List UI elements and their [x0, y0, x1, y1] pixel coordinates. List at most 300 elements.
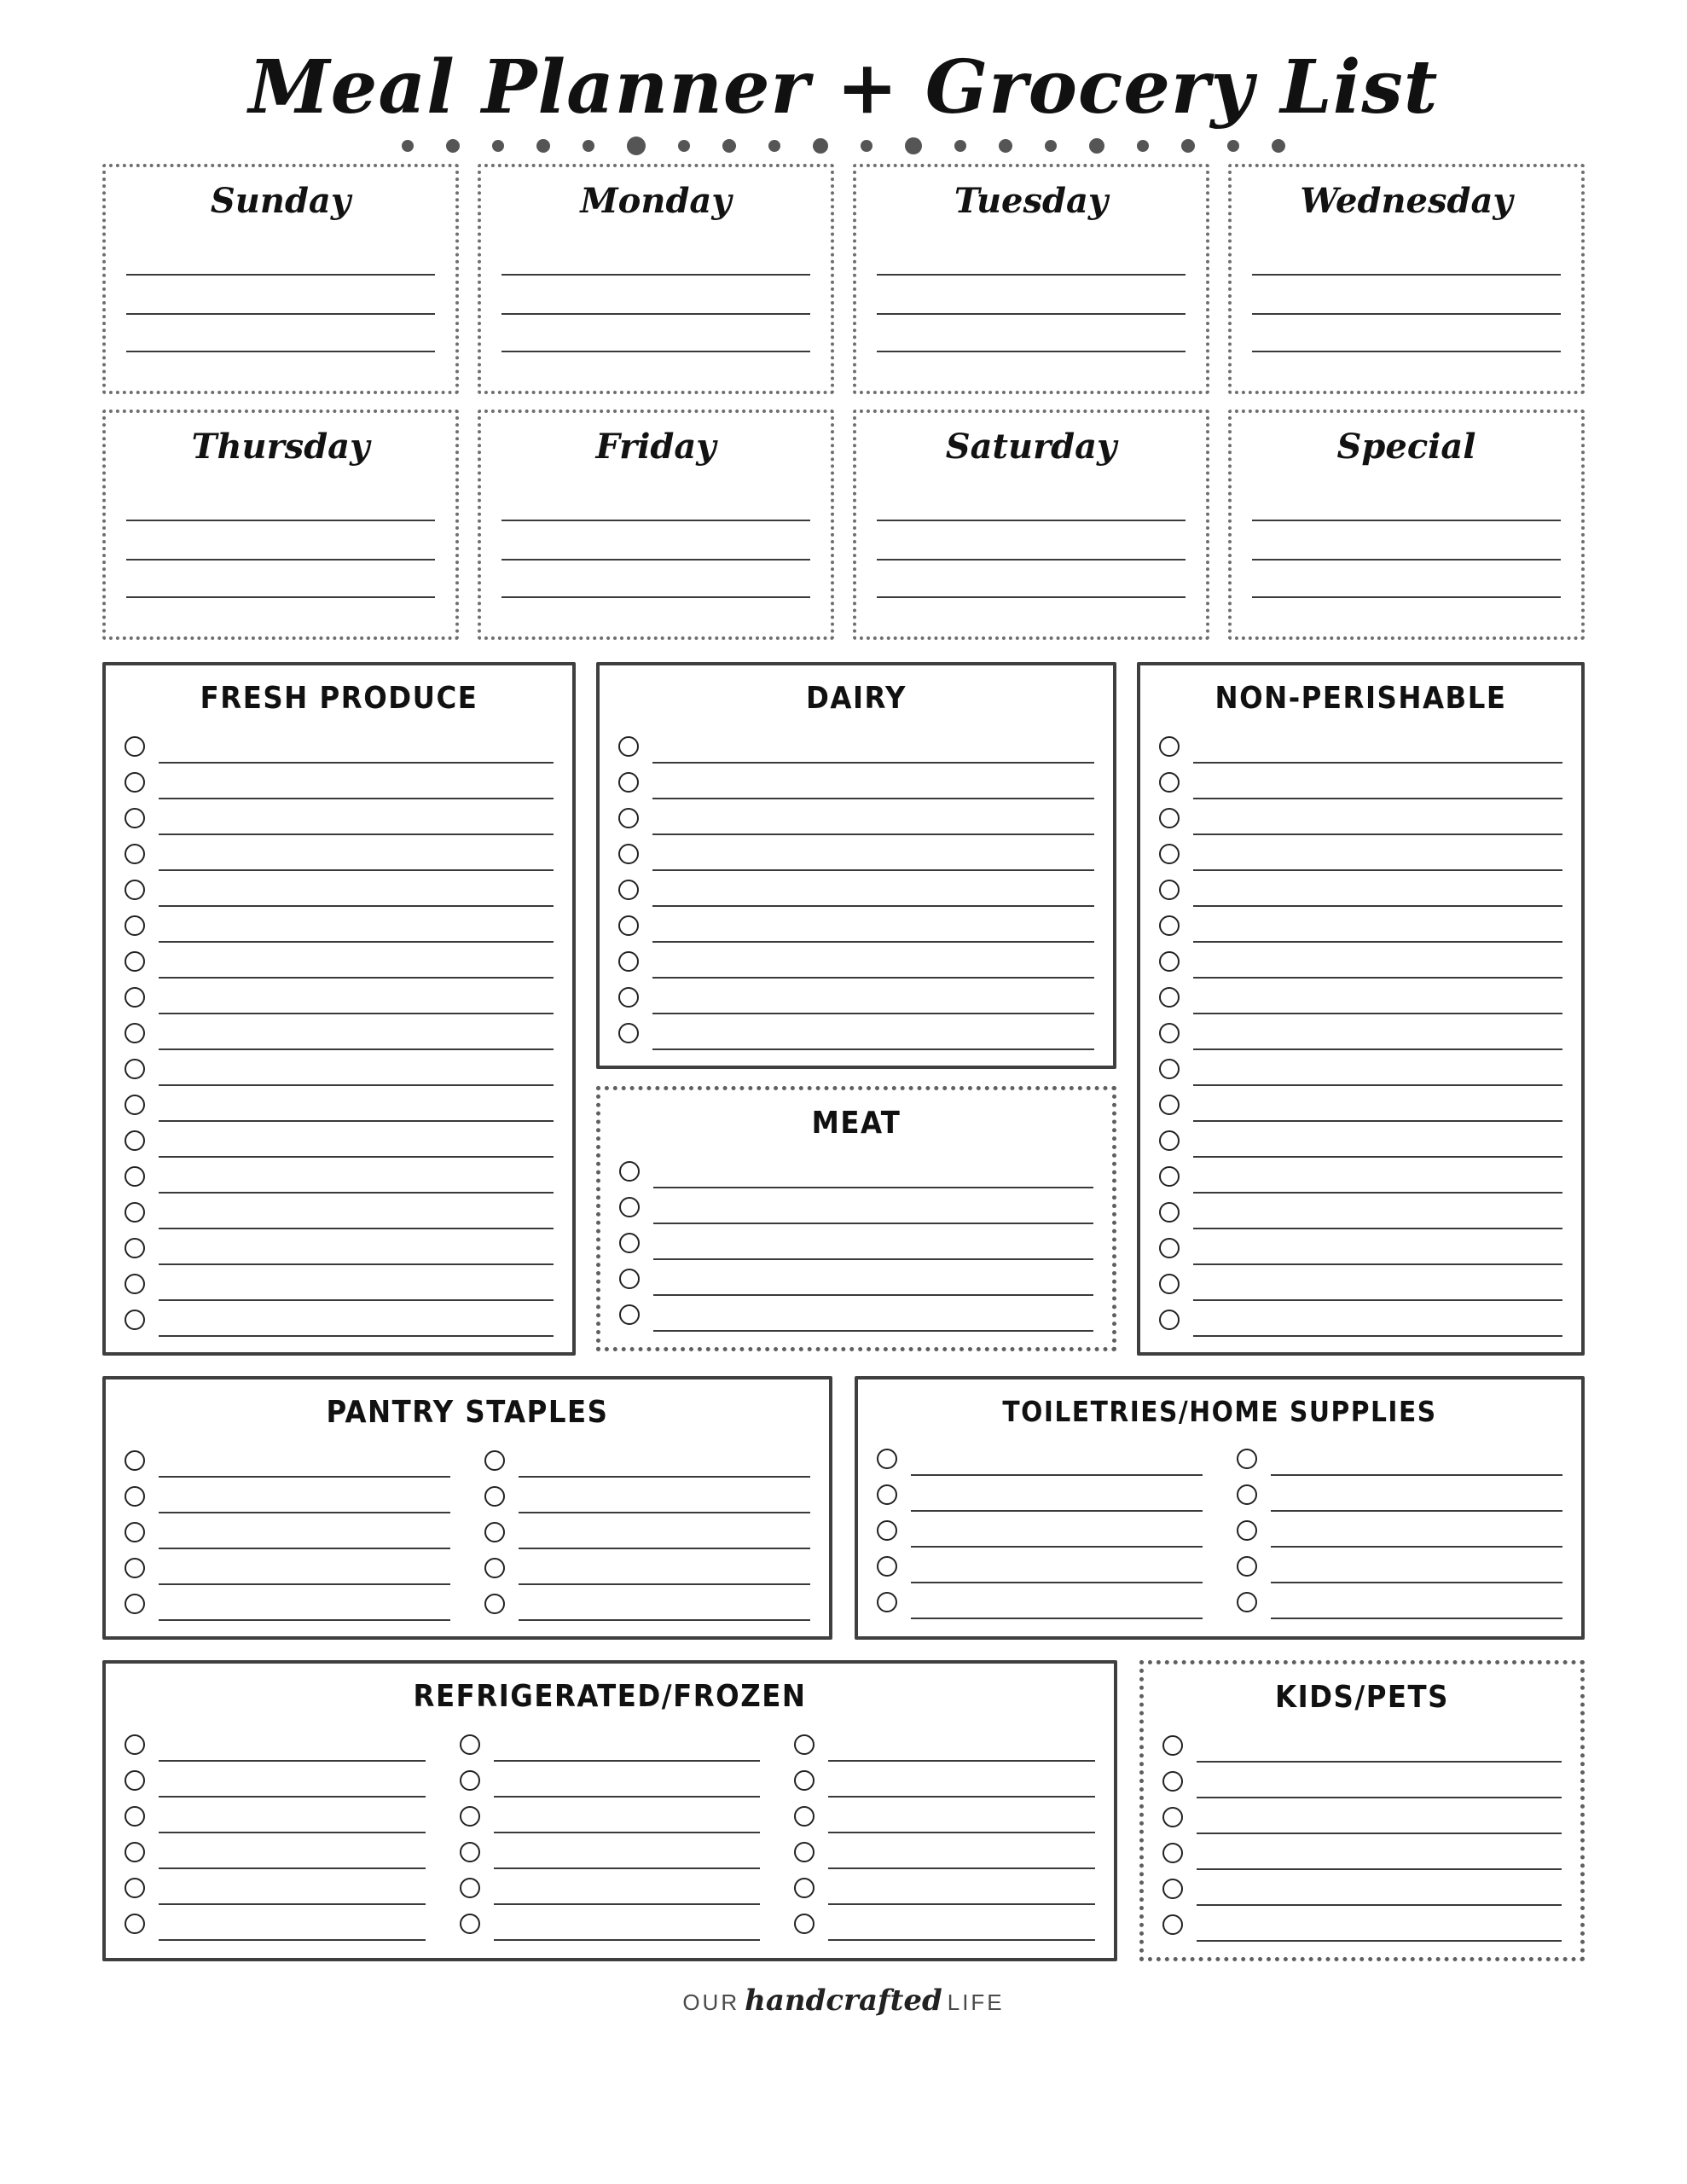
checklist-row[interactable] — [1159, 1014, 1562, 1050]
checklist-row[interactable] — [125, 907, 554, 943]
checklist-row[interactable] — [794, 1869, 1095, 1905]
write-line[interactable] — [159, 772, 554, 799]
checklist-row[interactable] — [877, 1440, 1203, 1476]
write-line[interactable] — [159, 1806, 426, 1833]
checkbox-circle-icon[interactable] — [484, 1522, 505, 1542]
checklist-row[interactable] — [1159, 1265, 1562, 1301]
checkbox-circle-icon[interactable] — [618, 987, 639, 1008]
checkbox-circle-icon[interactable] — [125, 1450, 145, 1471]
checkbox-circle-icon[interactable] — [1237, 1592, 1257, 1612]
checkbox-circle-icon[interactable] — [618, 844, 639, 864]
checkbox-circle-icon[interactable] — [125, 915, 145, 936]
checklist-row[interactable] — [125, 1905, 426, 1941]
write-line[interactable] — [519, 1522, 810, 1549]
write-line[interactable] — [159, 915, 554, 943]
write-line[interactable] — [1193, 987, 1562, 1014]
write-line[interactable] — [1197, 1843, 1562, 1870]
checklist-row[interactable] — [1159, 1229, 1562, 1265]
write-line[interactable] — [519, 1450, 810, 1478]
checklist-row[interactable] — [1159, 1050, 1562, 1086]
write-line[interactable] — [652, 808, 1094, 835]
checklist-row[interactable] — [125, 979, 554, 1014]
checklist-row[interactable] — [125, 1833, 426, 1869]
write-line[interactable] — [1193, 736, 1562, 764]
checklist-row[interactable] — [877, 1548, 1203, 1583]
day-write-line[interactable] — [877, 236, 1186, 276]
checklist-row[interactable] — [618, 835, 1094, 871]
checkbox-circle-icon[interactable] — [1159, 915, 1180, 936]
checkbox-circle-icon[interactable] — [125, 1734, 145, 1755]
checklist-row[interactable] — [460, 1833, 761, 1869]
checkbox-circle-icon[interactable] — [125, 1558, 145, 1578]
write-line[interactable] — [1193, 1310, 1562, 1337]
day-card[interactable] — [478, 164, 834, 394]
checkbox-circle-icon[interactable] — [1159, 951, 1180, 972]
checklist-row[interactable] — [125, 1549, 450, 1585]
checklist-row[interactable] — [1162, 1763, 1562, 1798]
write-line[interactable] — [159, 1594, 450, 1621]
checklist-row[interactable] — [794, 1726, 1095, 1762]
checklist-row[interactable] — [1159, 1158, 1562, 1194]
checklist-row[interactable] — [794, 1833, 1095, 1869]
write-line[interactable] — [519, 1558, 810, 1585]
checklist-row[interactable] — [125, 1122, 554, 1158]
checkbox-circle-icon[interactable] — [1159, 987, 1180, 1008]
checkbox-circle-icon[interactable] — [460, 1734, 480, 1755]
day-write-line[interactable] — [126, 482, 435, 521]
checklist-row[interactable] — [1159, 907, 1562, 943]
checkbox-circle-icon[interactable] — [460, 1914, 480, 1934]
checklist-row[interactable] — [619, 1153, 1093, 1188]
checkbox-circle-icon[interactable] — [125, 1166, 145, 1187]
checklist-row[interactable] — [1237, 1476, 1562, 1512]
write-line[interactable] — [1193, 1130, 1562, 1158]
checklist-row[interactable] — [125, 728, 554, 764]
write-line[interactable] — [1193, 1202, 1562, 1229]
day-write-line[interactable] — [1252, 236, 1561, 276]
checklist-row[interactable] — [460, 1762, 761, 1798]
checkbox-circle-icon[interactable] — [1159, 1274, 1180, 1294]
checklist-row[interactable] — [1237, 1440, 1562, 1476]
write-line[interactable] — [652, 987, 1094, 1014]
checkbox-circle-icon[interactable] — [1159, 1238, 1180, 1258]
write-line[interactable] — [652, 951, 1094, 979]
write-line[interactable] — [1193, 1059, 1562, 1086]
write-line[interactable] — [494, 1842, 761, 1869]
write-line[interactable] — [1193, 808, 1562, 835]
checklist-row[interactable] — [484, 1513, 810, 1549]
checkbox-circle-icon[interactable] — [1162, 1914, 1183, 1935]
checkbox-circle-icon[interactable] — [794, 1806, 815, 1827]
write-line[interactable] — [653, 1233, 1093, 1260]
write-line[interactable] — [1271, 1449, 1562, 1476]
checkbox-circle-icon[interactable] — [125, 951, 145, 972]
checklist-row[interactable] — [1159, 1086, 1562, 1122]
day-card[interactable] — [102, 164, 459, 394]
day-write-line[interactable] — [877, 482, 1186, 521]
write-line[interactable] — [159, 1522, 450, 1549]
write-line[interactable] — [1193, 1023, 1562, 1050]
write-line[interactable] — [159, 1878, 426, 1905]
checklist-row[interactable] — [619, 1188, 1093, 1224]
checklist-row[interactable] — [460, 1869, 761, 1905]
checklist-row[interactable] — [618, 728, 1094, 764]
day-write-line[interactable] — [126, 236, 435, 276]
write-line[interactable] — [1197, 1807, 1562, 1834]
write-line[interactable] — [828, 1770, 1095, 1798]
write-line[interactable] — [159, 1914, 426, 1941]
checkbox-circle-icon[interactable] — [618, 915, 639, 936]
checklist-row[interactable] — [484, 1442, 810, 1478]
checklist-row[interactable] — [125, 1478, 450, 1513]
write-line[interactable] — [1271, 1556, 1562, 1583]
checkbox-circle-icon[interactable] — [484, 1558, 505, 1578]
write-line[interactable] — [1193, 1238, 1562, 1265]
checkbox-circle-icon[interactable] — [877, 1592, 897, 1612]
write-line[interactable] — [494, 1770, 761, 1798]
write-line[interactable] — [1271, 1484, 1562, 1512]
write-line[interactable] — [653, 1269, 1093, 1296]
checklist-row[interactable] — [125, 835, 554, 871]
checklist-row[interactable] — [125, 1798, 426, 1833]
day-write-line[interactable] — [501, 482, 810, 521]
day-card[interactable] — [102, 410, 459, 640]
checkbox-circle-icon[interactable] — [794, 1914, 815, 1934]
write-line[interactable] — [911, 1484, 1203, 1512]
checklist-row[interactable] — [125, 1513, 450, 1549]
checklist-row[interactable] — [1162, 1834, 1562, 1870]
checklist-row[interactable] — [618, 799, 1094, 835]
checkbox-circle-icon[interactable] — [618, 880, 639, 900]
write-line[interactable] — [911, 1520, 1203, 1548]
checkbox-circle-icon[interactable] — [125, 1806, 145, 1827]
write-line[interactable] — [1197, 1735, 1562, 1763]
checklist-row[interactable] — [460, 1726, 761, 1762]
checkbox-circle-icon[interactable] — [619, 1269, 640, 1289]
checkbox-circle-icon[interactable] — [1159, 1130, 1180, 1151]
checkbox-circle-icon[interactable] — [1162, 1807, 1183, 1827]
write-line[interactable] — [652, 844, 1094, 871]
write-line[interactable] — [653, 1304, 1093, 1332]
checkbox-circle-icon[interactable] — [1159, 1310, 1180, 1330]
checklist-row[interactable] — [1159, 764, 1562, 799]
write-line[interactable] — [653, 1197, 1093, 1224]
write-line[interactable] — [159, 1310, 554, 1337]
write-line[interactable] — [494, 1914, 761, 1941]
checkbox-circle-icon[interactable] — [1237, 1520, 1257, 1541]
checklist-row[interactable] — [1162, 1870, 1562, 1906]
write-line[interactable] — [519, 1486, 810, 1513]
checkbox-circle-icon[interactable] — [794, 1770, 815, 1791]
write-line[interactable] — [159, 1274, 554, 1301]
checkbox-circle-icon[interactable] — [619, 1304, 640, 1325]
write-line[interactable] — [828, 1878, 1095, 1905]
checklist-row[interactable] — [618, 764, 1094, 799]
checkbox-circle-icon[interactable] — [1159, 1059, 1180, 1079]
checkbox-circle-icon[interactable] — [484, 1594, 505, 1614]
checkbox-circle-icon[interactable] — [460, 1770, 480, 1791]
write-line[interactable] — [1193, 880, 1562, 907]
day-card[interactable] — [853, 164, 1209, 394]
checklist-row[interactable] — [125, 1086, 554, 1122]
checkbox-circle-icon[interactable] — [125, 1486, 145, 1507]
checklist-row[interactable] — [877, 1512, 1203, 1548]
day-write-line[interactable] — [877, 561, 1186, 598]
checklist-row[interactable] — [125, 1762, 426, 1798]
checklist-row[interactable] — [460, 1798, 761, 1833]
checklist-row[interactable] — [125, 799, 554, 835]
day-card[interactable] — [1228, 410, 1585, 640]
day-write-line[interactable] — [1252, 561, 1561, 598]
checklist-row[interactable] — [1159, 1301, 1562, 1337]
checkbox-circle-icon[interactable] — [1159, 1166, 1180, 1187]
write-line[interactable] — [159, 880, 554, 907]
checklist-row[interactable] — [125, 1726, 426, 1762]
checkbox-circle-icon[interactable] — [125, 1522, 145, 1542]
day-card[interactable] — [1228, 164, 1585, 394]
checklist-row[interactable] — [1159, 1122, 1562, 1158]
checkbox-circle-icon[interactable] — [1159, 1202, 1180, 1223]
day-write-line[interactable] — [501, 276, 810, 315]
write-line[interactable] — [159, 1450, 450, 1478]
checklist-row[interactable] — [484, 1549, 810, 1585]
write-line[interactable] — [159, 1486, 450, 1513]
checkbox-circle-icon[interactable] — [1159, 736, 1180, 757]
checklist-row[interactable] — [125, 1585, 450, 1621]
checkbox-circle-icon[interactable] — [125, 1059, 145, 1079]
checkbox-circle-icon[interactable] — [1159, 844, 1180, 864]
checklist-row[interactable] — [125, 943, 554, 979]
write-line[interactable] — [159, 808, 554, 835]
checkbox-circle-icon[interactable] — [1159, 1023, 1180, 1043]
write-line[interactable] — [1193, 915, 1562, 943]
checkbox-circle-icon[interactable] — [125, 987, 145, 1008]
checkbox-circle-icon[interactable] — [125, 1878, 145, 1898]
write-line[interactable] — [159, 1770, 426, 1798]
checklist-row[interactable] — [877, 1476, 1203, 1512]
write-line[interactable] — [1271, 1592, 1562, 1619]
checklist-row[interactable] — [794, 1762, 1095, 1798]
checklist-row[interactable] — [484, 1585, 810, 1621]
day-write-line[interactable] — [877, 315, 1186, 352]
write-line[interactable] — [911, 1556, 1203, 1583]
checkbox-circle-icon[interactable] — [877, 1556, 897, 1577]
checklist-row[interactable] — [1162, 1727, 1562, 1763]
checkbox-circle-icon[interactable] — [1159, 1095, 1180, 1115]
day-write-line[interactable] — [1252, 276, 1561, 315]
checkbox-circle-icon[interactable] — [125, 1238, 145, 1258]
checkbox-circle-icon[interactable] — [618, 772, 639, 793]
day-card[interactable] — [478, 410, 834, 640]
checklist-row[interactable] — [1159, 871, 1562, 907]
write-line[interactable] — [828, 1914, 1095, 1941]
write-line[interactable] — [519, 1594, 810, 1621]
write-line[interactable] — [652, 772, 1094, 799]
write-line[interactable] — [828, 1842, 1095, 1869]
write-line[interactable] — [828, 1806, 1095, 1833]
write-line[interactable] — [159, 1202, 554, 1229]
write-line[interactable] — [159, 1059, 554, 1086]
day-write-line[interactable] — [501, 315, 810, 352]
write-line[interactable] — [159, 1130, 554, 1158]
checklist-row[interactable] — [125, 1014, 554, 1050]
day-write-line[interactable] — [1252, 521, 1561, 561]
day-write-line[interactable] — [126, 521, 435, 561]
write-line[interactable] — [1193, 1274, 1562, 1301]
write-line[interactable] — [652, 736, 1094, 764]
checkbox-circle-icon[interactable] — [618, 951, 639, 972]
write-line[interactable] — [1197, 1914, 1562, 1942]
checkbox-circle-icon[interactable] — [618, 736, 639, 757]
write-line[interactable] — [159, 1734, 426, 1762]
checklist-row[interactable] — [125, 1158, 554, 1194]
write-line[interactable] — [494, 1878, 761, 1905]
checkbox-circle-icon[interactable] — [1159, 772, 1180, 793]
day-write-line[interactable] — [126, 315, 435, 352]
checkbox-circle-icon[interactable] — [125, 1594, 145, 1614]
checkbox-circle-icon[interactable] — [1162, 1843, 1183, 1863]
checkbox-circle-icon[interactable] — [125, 1130, 145, 1151]
checklist-row[interactable] — [1159, 1194, 1562, 1229]
checklist-row[interactable] — [1162, 1906, 1562, 1942]
write-line[interactable] — [159, 1842, 426, 1869]
checkbox-circle-icon[interactable] — [618, 808, 639, 828]
write-line[interactable] — [1271, 1520, 1562, 1548]
checkbox-circle-icon[interactable] — [877, 1484, 897, 1505]
checkbox-circle-icon[interactable] — [125, 1274, 145, 1294]
checkbox-circle-icon[interactable] — [460, 1806, 480, 1827]
checklist-row[interactable] — [619, 1224, 1093, 1260]
checkbox-circle-icon[interactable] — [619, 1197, 640, 1217]
checklist-row[interactable] — [1237, 1512, 1562, 1548]
checklist-row[interactable] — [1159, 835, 1562, 871]
checkbox-circle-icon[interactable] — [619, 1161, 640, 1182]
checkbox-circle-icon[interactable] — [1162, 1735, 1183, 1756]
checklist-row[interactable] — [125, 871, 554, 907]
day-write-line[interactable] — [501, 521, 810, 561]
checkbox-circle-icon[interactable] — [125, 1095, 145, 1115]
checkbox-circle-icon[interactable] — [125, 844, 145, 864]
write-line[interactable] — [652, 1023, 1094, 1050]
checkbox-circle-icon[interactable] — [484, 1450, 505, 1471]
checklist-row[interactable] — [125, 1265, 554, 1301]
write-line[interactable] — [159, 1166, 554, 1194]
checkbox-circle-icon[interactable] — [125, 880, 145, 900]
write-line[interactable] — [159, 1558, 450, 1585]
checkbox-circle-icon[interactable] — [877, 1449, 897, 1469]
write-line[interactable] — [494, 1734, 761, 1762]
checkbox-circle-icon[interactable] — [125, 1842, 145, 1862]
checklist-row[interactable] — [125, 1194, 554, 1229]
checklist-row[interactable] — [125, 1869, 426, 1905]
checklist-row[interactable] — [125, 764, 554, 799]
checkbox-circle-icon[interactable] — [1162, 1879, 1183, 1899]
day-card[interactable] — [853, 410, 1209, 640]
checklist-row[interactable] — [125, 1442, 450, 1478]
checklist-row[interactable] — [1159, 799, 1562, 835]
checkbox-circle-icon[interactable] — [125, 1770, 145, 1791]
write-line[interactable] — [1197, 1771, 1562, 1798]
checkbox-circle-icon[interactable] — [794, 1842, 815, 1862]
write-line[interactable] — [653, 1161, 1093, 1188]
checklist-row[interactable] — [1159, 979, 1562, 1014]
checklist-row[interactable] — [794, 1905, 1095, 1941]
write-line[interactable] — [911, 1449, 1203, 1476]
checkbox-circle-icon[interactable] — [618, 1023, 639, 1043]
write-line[interactable] — [159, 1238, 554, 1265]
write-line[interactable] — [494, 1806, 761, 1833]
write-line[interactable] — [1193, 951, 1562, 979]
checkbox-circle-icon[interactable] — [125, 1914, 145, 1934]
day-write-line[interactable] — [501, 236, 810, 276]
write-line[interactable] — [159, 844, 554, 871]
checkbox-circle-icon[interactable] — [125, 772, 145, 793]
checklist-row[interactable] — [877, 1583, 1203, 1619]
checklist-row[interactable] — [618, 943, 1094, 979]
day-write-line[interactable] — [877, 276, 1186, 315]
checkbox-circle-icon[interactable] — [125, 1202, 145, 1223]
write-line[interactable] — [159, 1023, 554, 1050]
checklist-row[interactable] — [619, 1260, 1093, 1296]
checkbox-circle-icon[interactable] — [1237, 1484, 1257, 1505]
checklist-row[interactable] — [125, 1050, 554, 1086]
checkbox-circle-icon[interactable] — [460, 1878, 480, 1898]
day-write-line[interactable] — [877, 521, 1186, 561]
checklist-row[interactable] — [1237, 1583, 1562, 1619]
checkbox-circle-icon[interactable] — [1159, 880, 1180, 900]
write-line[interactable] — [159, 951, 554, 979]
checkbox-circle-icon[interactable] — [1237, 1556, 1257, 1577]
checklist-row[interactable] — [125, 1301, 554, 1337]
write-line[interactable] — [1197, 1879, 1562, 1906]
day-write-line[interactable] — [126, 561, 435, 598]
checklist-row[interactable] — [1159, 943, 1562, 979]
checklist-row[interactable] — [460, 1905, 761, 1941]
day-write-line[interactable] — [126, 276, 435, 315]
checklist-row[interactable] — [619, 1296, 1093, 1332]
checkbox-circle-icon[interactable] — [460, 1842, 480, 1862]
write-line[interactable] — [652, 915, 1094, 943]
checkbox-circle-icon[interactable] — [484, 1486, 505, 1507]
checklist-row[interactable] — [618, 979, 1094, 1014]
write-line[interactable] — [159, 987, 554, 1014]
checklist-row[interactable] — [1237, 1548, 1562, 1583]
checklist-row[interactable] — [484, 1478, 810, 1513]
checkbox-circle-icon[interactable] — [794, 1878, 815, 1898]
write-line[interactable] — [1193, 1166, 1562, 1194]
write-line[interactable] — [1193, 844, 1562, 871]
day-write-line[interactable] — [1252, 315, 1561, 352]
write-line[interactable] — [1193, 772, 1562, 799]
checkbox-circle-icon[interactable] — [125, 808, 145, 828]
checklist-row[interactable] — [1159, 728, 1562, 764]
checkbox-circle-icon[interactable] — [125, 1310, 145, 1330]
checkbox-circle-icon[interactable] — [1159, 808, 1180, 828]
checklist-row[interactable] — [125, 1229, 554, 1265]
checklist-row[interactable] — [618, 871, 1094, 907]
write-line[interactable] — [652, 880, 1094, 907]
day-write-line[interactable] — [1252, 482, 1561, 521]
write-line[interactable] — [911, 1592, 1203, 1619]
write-line[interactable] — [159, 1095, 554, 1122]
day-write-line[interactable] — [501, 561, 810, 598]
checkbox-circle-icon[interactable] — [1237, 1449, 1257, 1469]
checklist-row[interactable] — [794, 1798, 1095, 1833]
checkbox-circle-icon[interactable] — [619, 1233, 640, 1253]
checklist-row[interactable] — [618, 1014, 1094, 1050]
write-line[interactable] — [828, 1734, 1095, 1762]
checkbox-circle-icon[interactable] — [125, 1023, 145, 1043]
